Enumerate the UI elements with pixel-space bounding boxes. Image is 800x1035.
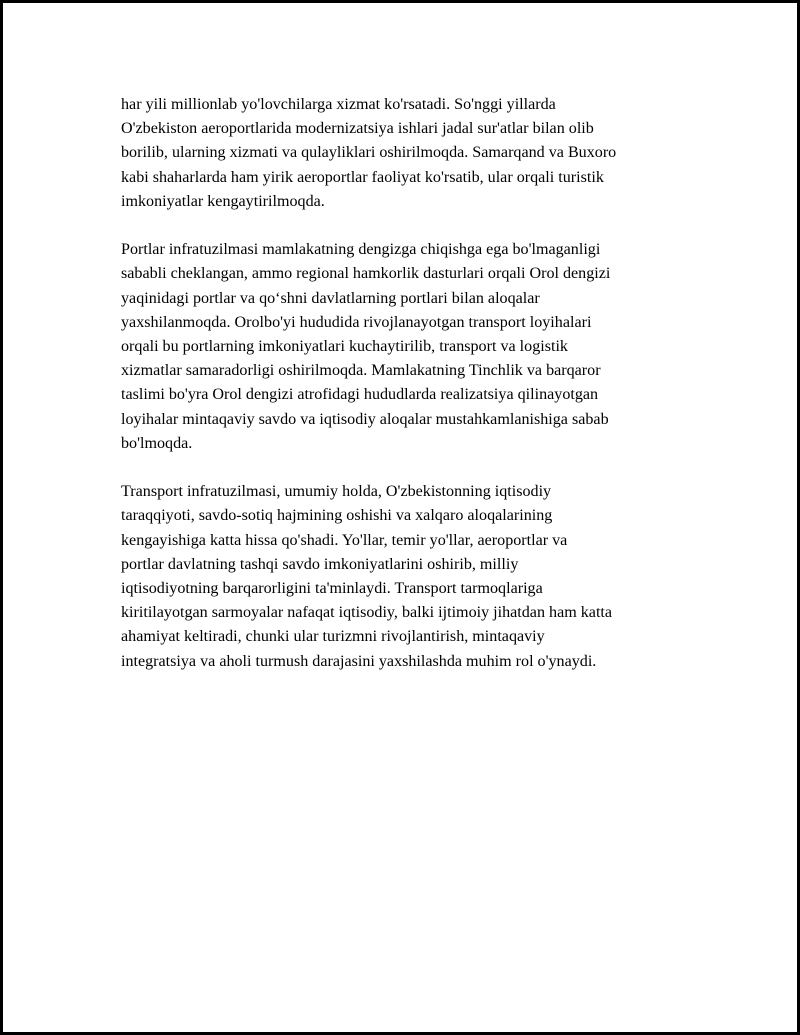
text-line: portlar davlatning tashqi savdo imkoniyatlarini oshirib, milliy bbox=[121, 555, 519, 573]
text-line: Portlar infratuzilmasi mamlakatning dengizga chiqishga ega bo'lmaganligi bbox=[121, 241, 601, 259]
text-line: borilib, ularning xizmati va qulayliklari oshirilmoqda. Samarqand va Buxoro bbox=[121, 144, 617, 162]
text-line: imkoniyatlar kengaytirilmoqda. bbox=[121, 192, 325, 210]
paragraph-transport-summary bbox=[121, 480, 691, 674]
text-line: yaxshilanmoqda. Orolbo'yi hududida rivojlanayotgan transport loyihalari bbox=[121, 313, 592, 331]
text-line: sababli cheklangan, ammo regional hamkorlik dasturlari orqali Orol dengizi bbox=[121, 265, 611, 283]
text-line: yaqinidagi portlar va qo‘shni davlatlarning portlari bilan aloqalar bbox=[121, 289, 540, 307]
text-line: kengayishiga katta hissa qo'shadi. Yo'llar, temir yo'llar, aeroportlar va bbox=[121, 531, 568, 549]
text-line: integratsiya va aholi turmush darajasini yaxshilashda muhim rol o'ynaydi. bbox=[121, 652, 597, 670]
text-line: iqtisodiyotning barqarorligini ta'minlaydi. Transport tarmoqlariga bbox=[121, 580, 543, 598]
text-line: kabi shaharlarda ham yirik aeroportlar faoliyat ko'rsatib, ular orqali turistik bbox=[121, 168, 604, 186]
text-line: ahamiyat keltiradi, chunki ular turizmni rivojlantirish, mintaqaviy bbox=[121, 628, 545, 646]
text-line: O'zbekiston aeroportlarida modernizatsiya ishlari jadal sur'atlar bilan olib bbox=[121, 120, 594, 138]
text-line: taraqqiyoti, savdo-sotiq hajmining oshishi va xalqaro aloqalarining bbox=[121, 507, 553, 525]
text-line: orqali bu portlarning imkoniyatlari kuchaytirilib, transport va logistik bbox=[121, 338, 568, 356]
paragraph-ports bbox=[121, 238, 691, 456]
text-line: kiritilayotgan sarmoyalar nafaqat iqtisodiy, balki ijtimoiy jihatdan ham katta bbox=[121, 604, 613, 622]
text-line: taslimi bo'yra Orol dengizi atrofidagi hududlarda realizatsiya qilinayotgan bbox=[121, 386, 599, 404]
text-line: loyihalar mintaqaviy savdo va iqtisodiy aloqalar mustahkamlanishiga sabab bbox=[121, 410, 609, 428]
text-line: Transport infratuzilmasi, umumiy holda, O'zbekistonning iqtisodiy bbox=[121, 483, 552, 501]
text-line: bo'lmoqda. bbox=[121, 434, 193, 452]
paragraph-airports bbox=[121, 93, 691, 214]
text-line: har yili millionlab yo'lovchilarga xizmat ko'rsatadi. So'nggi yillarda bbox=[121, 96, 556, 113]
text-line: xizmatlar samaradorligi oshirilmoqda. Mamlakatning Tinchlik va barqaror bbox=[121, 362, 601, 380]
document-body bbox=[121, 93, 691, 698]
